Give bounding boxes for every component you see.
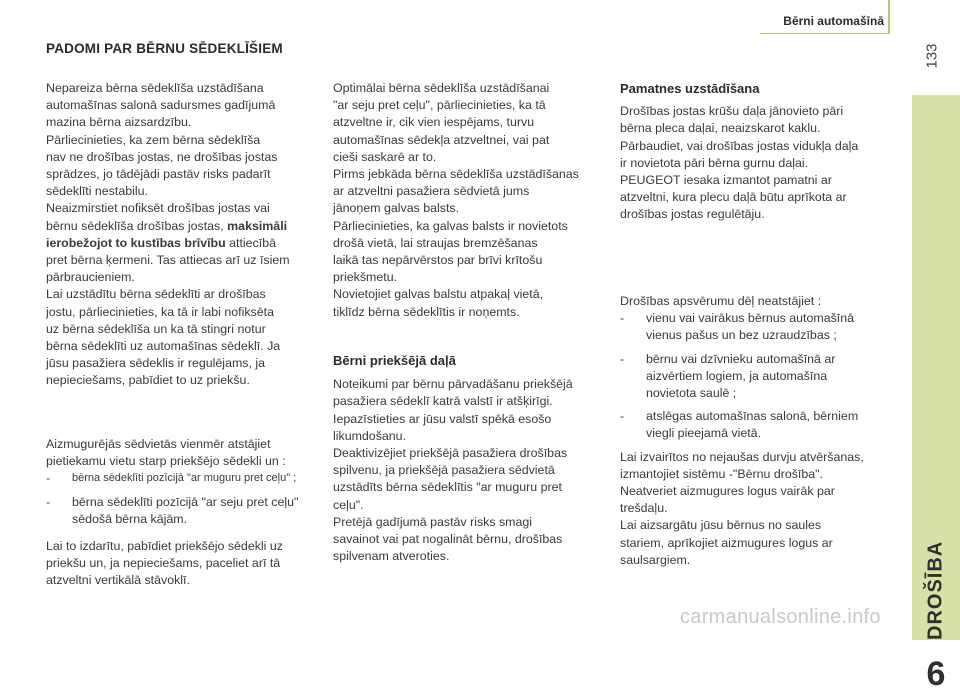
text-line: drošā vietā, lai straujas bremzēšanas <box>333 235 538 250</box>
section-title: PADOMI PAR BĒRNU SĒDEKLĪŠIEM <box>46 41 283 56</box>
bullet-dash: - <box>620 409 625 424</box>
text-run: bērnu vai dzīvnieku automašīnā ar <box>646 351 836 366</box>
bullet-text <box>72 494 316 528</box>
text-line: sprādzes, jo tādējādi pastāv risks padarīt <box>46 167 271 182</box>
bullet-dash: - <box>46 471 51 486</box>
bullet-item <box>620 310 895 344</box>
text-run: novietota saulē ; <box>646 386 737 401</box>
text-line: Novietojiet galvas balstu atpakaļ vietā, <box>333 287 544 302</box>
text-line: PEUGEOT iesaka izmantot pamatni ar <box>620 173 832 188</box>
text-line: spilvenu, ja priekšējā pasažiera sēdvietā <box>333 463 555 478</box>
text-line: Deaktivizējiet priekšējā pasažiera drošības <box>333 446 568 461</box>
text-line: sēdeklīti nestabilu. <box>46 184 148 199</box>
text-line: pietiekamu vietu starp priekšējo sēdekli un : <box>46 454 286 469</box>
text-line: stariem, aprīkojiet aizmugures logus ar <box>620 535 833 550</box>
text-line <box>46 218 316 235</box>
text-line: Aizmugurējās sēdvietās vienmēr atstājiet <box>46 437 271 451</box>
text-line: laikā tas nepārvērstos par brīvi krītošu <box>333 253 543 268</box>
text-line: atzveltne ir, cik vien iespējams, turvu <box>333 115 535 130</box>
text-line: pārbraucieniem. <box>46 270 135 285</box>
chapter-number: 6 <box>926 655 946 693</box>
bullet-item <box>46 494 316 528</box>
text-run: atslēgas automašīnas salonā, bērniem <box>646 409 859 424</box>
text-line: "ar seju pret ceļu", pārliecinieties, ka tā <box>333 98 546 113</box>
header-tick <box>888 0 890 34</box>
text-run: vienus pašus un bez uzraudzības ; <box>646 328 837 343</box>
text-line: Lai aizsargātu jūsu bērnus no saules <box>620 518 822 533</box>
chapter-label: DROŠĪBA <box>924 540 947 640</box>
text-line: bērna pleca daļai, neaizskarot kaklu. <box>620 121 821 136</box>
running-header: Bērni automašīnā <box>783 14 884 28</box>
bullet-dash: - <box>46 494 51 509</box>
text-line: Optimālai bērna sēdeklīša uzstādīšanai <box>333 81 550 95</box>
text-line: pret bērna ķermeni. Tas attiecas arī uz īsiem <box>46 253 290 268</box>
text-line: likumdošanu. <box>333 428 407 443</box>
subsection-heading: Pamatnes uzstādīšana <box>620 81 760 96</box>
text-line: cieši saskarē ar to. <box>333 149 437 164</box>
text-line: pasažiera sēdeklī katrā valstī ir atšķirīgi. <box>333 394 553 409</box>
bullet-dash: - <box>620 311 625 326</box>
column-1-intro <box>46 80 316 390</box>
text-line: Pirms jebkāda bērna sēdeklīša uzstādīšanas <box>333 167 579 182</box>
page-number: 133 <box>923 43 941 69</box>
text-line: trešdaļu. <box>620 501 668 516</box>
text-line: Lai to izdarītu, pabīdiet priekšējo sēdekli uz <box>46 539 283 554</box>
watermark: carmanualsonline.info <box>680 606 881 628</box>
column-3-booster-base <box>620 80 895 224</box>
text-run: vienu vai vairākus bērnus automašīnā <box>646 311 855 326</box>
header-rule <box>760 33 890 34</box>
subsection-heading: Bērni priekšējā daļā <box>333 353 456 368</box>
text-line: automašīnas sēdekļa atzveltnei, vai pat <box>333 132 550 147</box>
text-line: tiklīdz bērna sēdeklītis ir noņemts. <box>333 304 520 319</box>
text-line: jostu, pārliecinieties, ka tā ir labi nofiksēta <box>46 304 274 319</box>
text-line: atzveltni vertikālā stāvoklī. <box>46 573 190 588</box>
text-line: nepieciešams, pabīdiet to uz priekšu. <box>46 373 250 388</box>
column-2-seat-position <box>333 80 608 321</box>
text-run: bērnu sēdeklīša drošības jostas, <box>46 218 224 233</box>
text-line: bērna sēdeklīti uz automašīnas sēdeklī. Ja <box>46 339 281 354</box>
bullet-text: bērna sēdeklīti pozīcijā "ar muguru pret ceļu" ; <box>72 472 297 485</box>
bullet-text <box>646 408 895 442</box>
text-line: Noteikumi par bērnu pārvadāšanu priekšējā <box>333 377 573 392</box>
text-line: automašīnas salonā sadursmes gadījumā <box>46 98 276 113</box>
text-run: sēdošā bērna kājām. <box>72 511 188 526</box>
bullet-dash: - <box>620 351 625 366</box>
text-line: Lai uzstādītu bērna sēdeklīti ar drošības <box>46 287 266 302</box>
text-line: izmantojiet sistēmu -"Bērnu drošība". <box>620 466 823 481</box>
text-line: ar atzveltni pasažiera sēdvietā jums <box>333 184 530 199</box>
column-2-front-seat <box>333 352 608 565</box>
text-line: uzstādīts bērna sēdeklītis "ar muguru pret <box>333 480 562 495</box>
text-run: aizvērtiem logiem, ja automašīna <box>646 368 828 383</box>
text-line: Iepazīstieties ar jūsu valstī spēkā esošo <box>333 411 552 426</box>
text-line: Pārbaudiet, vai drošības jostas vidukļa daļa <box>620 138 859 153</box>
column-3-safety <box>620 293 895 569</box>
text-line: Nepareiza bērna sēdeklīša uzstādīšana <box>46 81 264 95</box>
text-run: viegli pieejamā vietā. <box>646 426 762 441</box>
bullet-text <box>646 351 895 403</box>
bullet-item <box>620 351 895 403</box>
text-line: atzveltni, kura plecu daļā būtu aprīkota ar <box>620 190 847 205</box>
text-line: jānoņem galvas balsts. <box>333 201 460 216</box>
text-line: Neaizmirstiet nofiksēt drošības jostas vai <box>46 201 270 216</box>
chapter-tab <box>912 95 960 693</box>
text-run: bērna sēdeklīti pozīcijā "ar seju pret ceļu" <box>72 494 299 509</box>
text-line: Drošības jostas krūšu daļa jānovieto pāri <box>620 104 844 119</box>
column-1-rear-seats <box>46 436 316 590</box>
text-line: priekšu un, ja nepieciešams, paceliet arī tā <box>46 556 281 571</box>
text-line: ir novietota pāri bērna gurnu daļai. <box>620 155 809 170</box>
text-line: spilvenam atveroties. <box>333 549 450 564</box>
text-line: Neatveriet aizmugures logus vairāk par <box>620 484 835 499</box>
text-line <box>46 235 316 252</box>
text-line: savainot vai pat nogalināt bērnu, drošības <box>333 532 563 547</box>
text-line: nav ne drošības jostas, ne drošības jostas <box>46 149 278 164</box>
text-line: Lai izvairītos no nejaušas durvju atvēršanas, <box>620 449 864 464</box>
text-line: drošības jostas regulētāju. <box>620 207 765 222</box>
emphasis-text: maksimāli <box>227 218 288 233</box>
text-line: saulsargiem. <box>620 552 691 567</box>
bullet-item <box>620 408 895 442</box>
text-line: uz bērna sēdeklīša un ka tā stingri notur <box>46 321 266 336</box>
text-run: attiecībā <box>225 235 276 250</box>
text-line: Pārliecinieties, ka galvas balsts ir novietots <box>333 218 568 233</box>
bullet-text <box>646 310 895 344</box>
text-line: Pretējā gadījumā pastāv risks smagi <box>333 514 533 529</box>
text-line: ceļu". <box>333 497 364 512</box>
text-line: mazina bērna aizsardzību. <box>46 115 192 130</box>
emphasis-text: ierobežojot to kustības brīvību <box>46 235 226 250</box>
text-line: Drošības apsvērumu dēļ neatstājiet : <box>620 294 822 308</box>
text-line: jūsu pasažiera sēdeklis ir regulējams, ja <box>46 356 266 371</box>
text-line: priekšmetu. <box>333 270 398 285</box>
bullet-item <box>46 470 316 487</box>
text-line: Pārliecinieties, ka zem bērna sēdeklīša <box>46 132 261 147</box>
